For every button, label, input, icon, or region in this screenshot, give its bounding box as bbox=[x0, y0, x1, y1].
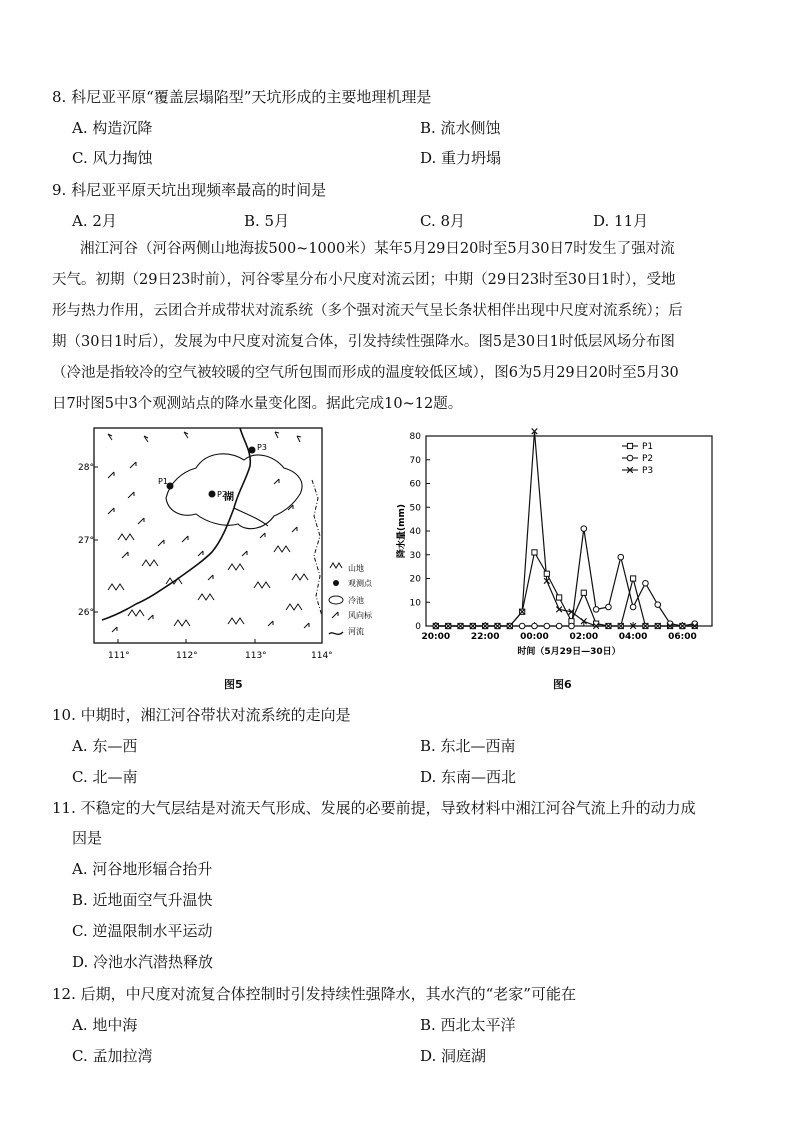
lon-label: 112° bbox=[176, 651, 198, 661]
series-p2-point bbox=[630, 604, 636, 610]
x-tick-label: 22:00 bbox=[470, 632, 500, 642]
border-dashed bbox=[312, 480, 322, 616]
series-p2-point bbox=[593, 607, 599, 613]
q9-option-c: C. 8月 bbox=[420, 212, 466, 230]
series-p1-point bbox=[557, 595, 562, 600]
series-p2-point bbox=[544, 623, 550, 629]
y-tick-label: 50 bbox=[409, 503, 421, 514]
q10-option-b: B. 东北—西南 bbox=[420, 737, 516, 755]
y-tick-label: 80 bbox=[409, 432, 421, 442]
series-p2-point bbox=[569, 623, 575, 629]
q9-option-d: D. 11月 bbox=[593, 212, 649, 230]
figure6-caption: 图6 bbox=[553, 678, 572, 691]
series-p2-point bbox=[519, 623, 525, 629]
q8-option-b: B. 流水侧蚀 bbox=[420, 119, 501, 137]
series-p2-point bbox=[655, 602, 661, 608]
q10-stem: 10. 中期时，湘江河谷带状对流系统的走向是 bbox=[52, 706, 351, 724]
q12-stem: 12. 后期，中尺度对流复合体控制时引发持续性强降水，其水汽的“老家”可能在 bbox=[52, 985, 576, 1003]
q9-option-a: A. 2月 bbox=[72, 212, 117, 230]
y-tick-label: 10 bbox=[409, 598, 421, 609]
legend-p1-label: P1 bbox=[642, 442, 654, 452]
wind-barbs bbox=[108, 432, 309, 632]
y-tick-label: 40 bbox=[409, 527, 421, 537]
plot-frame bbox=[426, 436, 712, 626]
q8-stem: 8. 科尼亚平原“覆盖层塌陷型”天坑形成的主要地理机理是 bbox=[52, 88, 432, 106]
series-p2-point bbox=[618, 554, 624, 560]
material-paragraph bbox=[52, 234, 752, 420]
series-p2-point bbox=[556, 623, 562, 629]
series-p2-point bbox=[532, 623, 538, 629]
q12-option-a: A. 地中海 bbox=[72, 1016, 138, 1034]
legend-mountain-label: 山地 bbox=[348, 564, 364, 573]
legend-river-label: 河流 bbox=[348, 627, 364, 636]
q12-option-c: C. 孟加拉湾 bbox=[72, 1047, 153, 1065]
series-p2-point bbox=[643, 580, 649, 586]
q11-option-c: C. 逆温限制水平运动 bbox=[72, 922, 213, 940]
material-line: 期（30日1时后），发展为中尺度对流复合体，引发持续性强降水。图5是30日1时低层风场分布图 bbox=[52, 334, 675, 350]
lon-label: 113° bbox=[245, 651, 267, 661]
cold-pool-outline bbox=[166, 454, 302, 529]
series-p3-line bbox=[436, 431, 695, 626]
legend-p1-marker bbox=[627, 443, 632, 448]
q8-option-c: C. 风力掏蚀 bbox=[72, 149, 153, 167]
station-p3-marker bbox=[249, 447, 256, 454]
series-p1-point bbox=[581, 590, 586, 595]
x-tick-label: 20:00 bbox=[421, 632, 451, 642]
map-legend bbox=[329, 563, 373, 636]
legend-station-label: 观测点 bbox=[348, 579, 372, 588]
series-p1-point bbox=[631, 576, 636, 581]
series-p2-point bbox=[606, 604, 612, 610]
legend-p2-marker bbox=[627, 455, 633, 461]
legend-wind-barb-label: 风向标 bbox=[348, 611, 372, 620]
precipitation-chart bbox=[394, 424, 724, 664]
series-p1-point bbox=[532, 550, 537, 555]
q10-option-d: D. 东南—西北 bbox=[420, 768, 517, 786]
series-p2-line bbox=[436, 529, 695, 626]
lat-label: 28° bbox=[78, 463, 94, 473]
q11-option-a: A. 河谷地形辐合抬升 bbox=[72, 860, 213, 878]
y-tick-label: 60 bbox=[409, 479, 421, 490]
lake-label: 湖 bbox=[224, 492, 234, 503]
material-line: 形与热力作用，云团合并成带状对流系统（多个强对流天气呈长条状相伴出现中尺度对流系统）；后 bbox=[52, 303, 683, 319]
x-axis-label: 时间（5月29日—30日） bbox=[517, 647, 621, 657]
map-frame bbox=[94, 428, 322, 643]
q11-stem-line1: 11. 不稳定的大气层结是对流天气形成、发展的必要前提，导致材料中湘江河谷气流上升的动力成 bbox=[52, 799, 696, 817]
q10-option-c: C. 北—南 bbox=[72, 768, 138, 786]
q12-option-d: D. 洞庭湖 bbox=[420, 1047, 487, 1065]
x-tick-label: 04:00 bbox=[618, 632, 648, 642]
q9-option-b: B. 5月 bbox=[244, 212, 290, 230]
river bbox=[102, 428, 250, 620]
lon-label: 111° bbox=[108, 651, 130, 661]
series-p1-line bbox=[436, 552, 695, 626]
legend-p2-label: P2 bbox=[642, 454, 654, 464]
q10-option-a: A. 东—西 bbox=[72, 737, 138, 755]
lat-label: 27° bbox=[78, 536, 94, 546]
series-p1-point bbox=[544, 571, 549, 576]
lat-label: 26° bbox=[78, 608, 94, 618]
y-tick-label: 30 bbox=[409, 550, 421, 561]
q11-option-b: B. 近地面空气升温快 bbox=[72, 891, 213, 909]
material-line: 天气。初期（29日23时前），河谷零星分布小尺度对流云团；中期（29日23时至30日1时），受地 bbox=[52, 272, 676, 288]
legend-cold-pool-label: 冷池 bbox=[348, 596, 364, 605]
material-line: （冷池是指较冷的空气被较暖的空气所包围而形成的温度较低区域），图6为5月29日20时至5月30 bbox=[52, 365, 679, 381]
station-p1-label: P1 bbox=[158, 477, 168, 486]
x-tick-label: 06:00 bbox=[668, 632, 697, 642]
q9-stem: 9. 科尼亚平原天坑出现频率最高的时间是 bbox=[52, 181, 327, 199]
q8-option-a: A. 构造沉降 bbox=[72, 119, 153, 137]
material-line: 湘江河谷（河谷两侧山地海拔500~1000米）某年5月29日20时至5月30日7时发生了强对流 bbox=[80, 241, 675, 257]
material-line: 日7时图5中3个观测站点的降水量变化图。据此完成10~12题。 bbox=[52, 396, 463, 412]
q11-stem-line2: 因是 bbox=[72, 829, 103, 847]
y-axis-label: 降水量(mm) bbox=[397, 504, 407, 558]
y-tick-label: 20 bbox=[409, 574, 421, 585]
figure5-caption: 图5 bbox=[224, 678, 243, 691]
q8-option-d: D. 重力坍塌 bbox=[420, 149, 502, 167]
q11-option-d: D. 冷池水汽潜热释放 bbox=[72, 953, 214, 971]
station-p2-marker bbox=[209, 491, 216, 498]
station-p2-label: P2 bbox=[217, 490, 227, 499]
y-tick-label: 70 bbox=[409, 455, 421, 466]
x-tick-label: 02:00 bbox=[569, 632, 599, 642]
legend-p3-label: P3 bbox=[642, 466, 654, 476]
station-p3-label: P3 bbox=[257, 443, 267, 452]
x-tick-label: 00:00 bbox=[520, 632, 549, 642]
q12-option-b: B. 西北太平洋 bbox=[420, 1016, 516, 1034]
river-branch bbox=[234, 508, 268, 526]
y-tick-label: 0 bbox=[415, 622, 421, 632]
lon-label: 114° bbox=[311, 651, 333, 661]
series-p2-point bbox=[581, 526, 587, 532]
wind-field-map bbox=[78, 420, 398, 665]
